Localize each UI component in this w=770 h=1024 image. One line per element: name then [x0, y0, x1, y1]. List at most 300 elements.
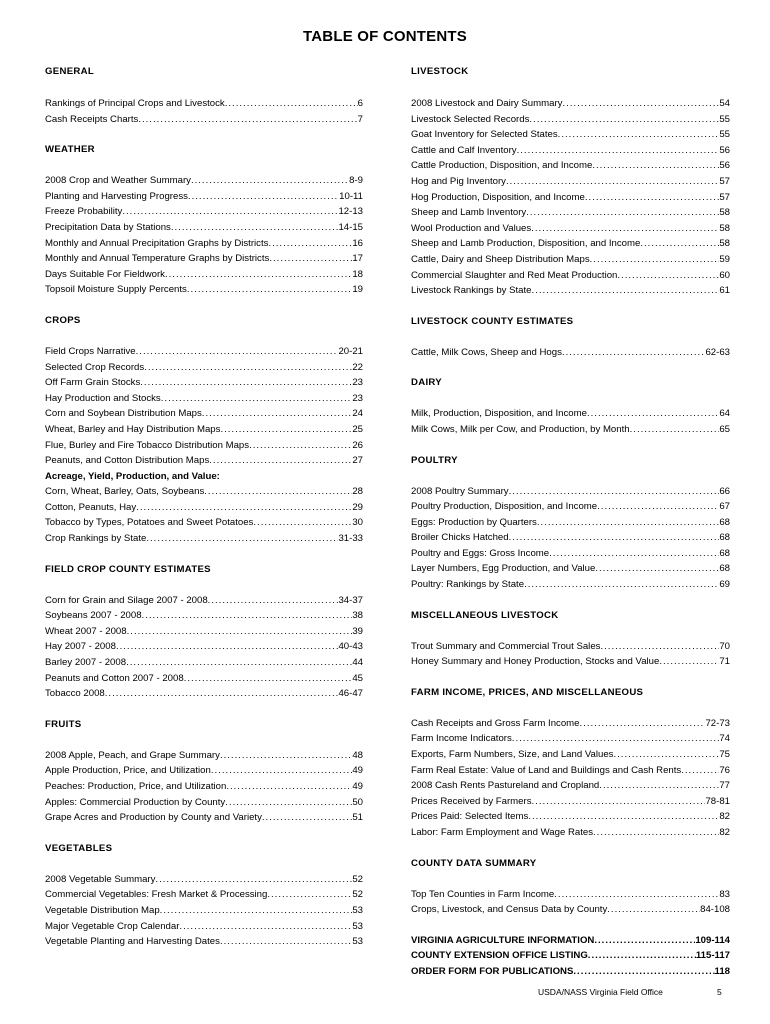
toc-entry: [411, 546, 730, 562]
entry-page: 71: [719, 656, 730, 668]
dot-leader: [537, 515, 719, 531]
dot-leader: [161, 391, 353, 407]
section-heading: POULTRY: [411, 454, 458, 466]
toc-entry-bold: [411, 933, 730, 949]
toc-entry: [411, 902, 730, 918]
entry-page: 18: [352, 268, 363, 280]
entry-page: 40-43: [338, 641, 363, 653]
dot-leader: [512, 731, 720, 747]
entry-page: 55: [719, 113, 730, 125]
entry-page: 48: [352, 749, 363, 761]
section-heading: LIVESTOCK COUNTY ESTIMATES: [411, 315, 574, 327]
entry-page: 46-47: [338, 688, 363, 700]
entry-title: Selected Crop Records: [45, 361, 145, 373]
toc-entry: [411, 190, 730, 206]
toc-entry: [411, 174, 730, 190]
dot-leader: [640, 236, 719, 252]
toc-list: [45, 872, 363, 950]
toc-entry: [411, 268, 730, 284]
toc-entry: [411, 96, 730, 112]
section-farm-income: [411, 685, 730, 701]
toc-entry: [45, 934, 363, 950]
dot-leader: [269, 251, 352, 267]
dot-leader: [184, 671, 353, 687]
entry-page: 10-11: [339, 190, 363, 202]
entry-title: Hay Production and Stocks: [45, 392, 161, 404]
toc-entry: [411, 158, 730, 174]
entry-title: Vegetable Distribution Map: [45, 904, 160, 916]
entry-title: Labor: Farm Employment and Wage Rates: [411, 827, 594, 838]
toc-entry: [45, 220, 363, 236]
entry-title: Corn, Wheat, Barley, Oats, Soybeans: [45, 486, 205, 498]
dot-leader: [204, 484, 352, 500]
entry-page: 20-21: [338, 345, 363, 357]
entry-title: Milk, Production, Disposition, and Income: [411, 408, 587, 420]
entry-title: Broiler Chicks Hatched: [411, 532, 509, 544]
dot-leader: [187, 282, 352, 298]
entry-title: Crops, Livestock, and Census Data by County: [411, 904, 608, 916]
entry-page: 19: [352, 284, 363, 296]
entry-page: 53: [352, 936, 363, 948]
toc-entry: [411, 221, 730, 237]
entry-page: 56: [719, 160, 730, 172]
entry-title: Layer Numbers, Egg Production, and Value: [411, 563, 596, 575]
entry-title: Hog Production, Disposition, and Income: [411, 191, 585, 203]
entry-page: 31-33: [338, 533, 363, 545]
entry-title: 2008 Vegetable Summary: [45, 873, 156, 885]
entry-title: Livestock Selected Records: [411, 113, 530, 125]
dot-leader: [136, 500, 352, 516]
toc-list: [45, 96, 363, 127]
entry-page: 52: [352, 873, 363, 885]
entry-title: Farm Real Estate: Value of Land and Buildings and Cash Rents: [411, 764, 682, 776]
entry-title: Peaches: Production, Price, and Utilization: [45, 781, 227, 792]
entry-page: 51: [352, 812, 363, 824]
entry-title: Soybeans 2007 - 2008: [45, 610, 142, 622]
entry-title: Cattle and Calf Inventory: [411, 144, 517, 156]
toc-list: [45, 173, 363, 298]
entry-title: Rankings of Principal Crops and Livestock: [45, 98, 225, 109]
entry-title: Wheat 2007 - 2008: [45, 625, 127, 637]
entry-title: Top Ten Counties in Farm Income: [411, 888, 555, 900]
toc-entry: [45, 267, 363, 283]
dot-leader: [590, 252, 720, 268]
entry-page: 64: [719, 408, 730, 420]
entry-page: 53: [352, 920, 363, 932]
entry-page: 72-73: [705, 717, 730, 729]
toc-entry: [411, 406, 730, 422]
entry-page: 53: [352, 904, 363, 916]
dot-leader: [179, 919, 352, 935]
dot-leader: [659, 654, 719, 670]
toc-list: [411, 96, 730, 299]
toc-entry: [411, 731, 730, 747]
section-county-summary: [411, 856, 730, 872]
dot-leader: [209, 453, 352, 469]
dot-leader: [592, 158, 719, 174]
entry-page: 30: [352, 517, 363, 529]
entry-page: 23: [352, 377, 363, 389]
dot-leader: [597, 499, 719, 515]
toc-entry: [45, 112, 363, 128]
section-heading: MISCELLANEOUS LIVESTOCK: [411, 609, 559, 621]
toc-entry: [411, 577, 730, 593]
section-weather: [45, 142, 363, 158]
toc-entry: [45, 173, 363, 189]
entry-page: 68: [719, 547, 730, 559]
toc-entry: [45, 639, 363, 655]
dot-leader: [253, 515, 352, 531]
toc-entry-bold: [411, 948, 730, 964]
entry-page: 69: [719, 579, 730, 591]
entry-page: 82: [719, 827, 730, 838]
dot-leader: [562, 345, 706, 361]
dot-leader: [509, 484, 720, 500]
dot-leader: [607, 902, 700, 918]
entry-title: Major Vegetable Crop Calendar: [45, 920, 180, 932]
entry-title: Goat Inventory for Selected States: [411, 129, 558, 141]
dot-leader: [558, 127, 720, 143]
toc-entry: [45, 453, 363, 469]
dot-leader: [191, 173, 349, 189]
dot-leader: [208, 593, 339, 609]
toc-entry: [411, 778, 730, 794]
section-heading: CROPS: [45, 314, 81, 326]
dot-leader: [524, 577, 719, 593]
toc-entry: [45, 438, 363, 454]
toc-entry: [45, 251, 363, 267]
section-poultry: [411, 453, 730, 469]
entry-title: Peanuts and Cotton 2007 - 2008: [45, 672, 184, 684]
toc-entry: [411, 747, 730, 763]
entry-title: Tobacco 2008: [45, 688, 105, 700]
toc-entry: [45, 282, 363, 298]
dot-leader: [506, 174, 719, 190]
toc-entry: [45, 624, 363, 640]
dot-leader: [600, 639, 719, 655]
dot-leader: [630, 422, 720, 438]
toc-entry: [411, 794, 730, 810]
entry-title: Monthly and Annual Temperature Graphs by Districts: [45, 253, 270, 265]
toc-list: [45, 344, 363, 469]
entry-page: 39: [352, 625, 363, 637]
toc-entry: [45, 515, 363, 531]
toc-entry: [45, 671, 363, 687]
entry-title: Cattle, Dairy and Sheep Distribution Maps: [411, 253, 590, 265]
entry-title: Grape Acres and Production by County and Variety: [45, 812, 262, 824]
entry-title: Corn and Soybean Distribution Maps: [45, 408, 202, 420]
dot-leader: [122, 204, 338, 220]
toc-entry: [45, 500, 363, 516]
section-misc-livestock: [411, 608, 730, 624]
section-crops: [45, 313, 363, 329]
entry-title: Field Crops Narrative: [45, 345, 136, 357]
entry-page: 49: [352, 781, 363, 792]
right-column: [411, 60, 730, 980]
dot-leader: [144, 360, 352, 376]
toc-list: [411, 933, 730, 980]
toc-entry: [411, 825, 730, 841]
toc-entry: [45, 872, 363, 888]
dot-leader: [116, 639, 339, 655]
toc-list: [411, 887, 730, 918]
dot-leader: [588, 948, 696, 964]
section-vegetables: [45, 841, 363, 857]
toc-entry: [411, 112, 730, 128]
dot-leader: [126, 655, 352, 671]
entry-title: Cash Receipts Charts: [45, 113, 139, 125]
entry-page: 67: [719, 501, 730, 513]
entry-page: 70: [719, 640, 730, 652]
entry-title: Poultry and Eggs: Gross Income: [411, 547, 550, 559]
entry-page: 55: [719, 129, 730, 141]
entry-page: 54: [719, 98, 730, 109]
entry-page: 22: [352, 361, 363, 373]
dot-leader: [220, 422, 352, 438]
toc-entry: [411, 422, 730, 438]
dot-leader: [599, 778, 719, 794]
toc-entry: [45, 422, 363, 438]
left-column: [45, 60, 363, 950]
dot-leader: [105, 686, 339, 702]
dot-leader: [517, 143, 720, 159]
section-fruits: [45, 717, 363, 733]
entry-title: Prices Paid: Selected Items: [411, 811, 529, 823]
dot-leader: [681, 763, 719, 779]
dot-leader: [532, 794, 706, 810]
toc-list: [45, 748, 363, 826]
entry-title: Cash Receipts and Gross Farm Income: [411, 717, 580, 729]
dot-leader: [155, 872, 352, 888]
dot-leader: [573, 964, 714, 980]
entry-title: Milk Cows, Milk per Cow, and Production, by Month: [411, 423, 630, 435]
entry-page: 52: [352, 889, 363, 901]
dot-leader: [587, 406, 719, 422]
dot-leader: [249, 438, 352, 454]
entry-page: 68: [719, 563, 730, 575]
entry-page: 57: [719, 191, 730, 203]
entry-title: Wheat, Barley and Hay Distribution Maps: [45, 423, 221, 435]
entry-page: 49: [352, 765, 363, 777]
entry-title: Wool Production and Values: [411, 222, 532, 234]
entry-page: 58: [719, 238, 730, 250]
dot-leader: [529, 112, 719, 128]
entry-page: 26: [352, 439, 363, 451]
toc-entry: [411, 716, 730, 732]
dot-leader: [140, 375, 352, 391]
dot-leader: [562, 96, 719, 112]
toc-entry: [411, 530, 730, 546]
entry-title: Hay 2007 - 2008: [45, 641, 116, 653]
dot-leader: [613, 747, 719, 763]
dot-leader: [585, 190, 719, 206]
entry-title: Planting and Harvesting Progress: [45, 190, 188, 202]
dot-leader: [554, 887, 719, 903]
toc-list: [411, 345, 730, 361]
toc-entry: [411, 515, 730, 531]
entry-page: 62-63: [705, 346, 730, 358]
dot-leader: [136, 344, 339, 360]
toc-entry: [45, 887, 363, 903]
entry-title: Trout Summary and Commercial Trout Sales: [411, 640, 601, 652]
entry-title: Cattle Production, Disposition, and Income: [411, 160, 593, 172]
toc-entry: [45, 593, 363, 609]
dot-leader: [593, 825, 719, 841]
toc-entry: [411, 809, 730, 825]
dot-leader: [226, 779, 352, 795]
toc-entry: [45, 531, 363, 547]
page-title: TABLE OF CONTENTS: [303, 28, 467, 45]
entry-page: 84-108: [700, 904, 730, 916]
entry-title: Off Farm Grain Stocks: [45, 377, 141, 389]
entry-title: Hog and Pig Inventory: [411, 175, 506, 187]
entry-page: 24: [352, 408, 363, 420]
dot-leader: [580, 716, 706, 732]
entry-page: 28: [352, 486, 363, 498]
entry-title: COUNTY EXTENSION OFFICE LISTING: [411, 950, 588, 962]
section-livestock: [411, 64, 730, 80]
toc-list: [411, 639, 730, 670]
entry-page: 58: [719, 207, 730, 219]
toc-entry: [45, 484, 363, 500]
entry-page: 118: [714, 965, 730, 977]
dot-leader: [268, 236, 352, 252]
toc-entry: [45, 344, 363, 360]
footer-office: USDA/NASS Virginia Field Office: [538, 987, 663, 997]
entry-title: VIRGINIA AGRICULTURE INFORMATION: [411, 934, 595, 946]
section-dairy: [411, 375, 730, 391]
entry-title: Exports, Farm Numbers, Size, and Land Values: [411, 749, 614, 761]
entry-title: Sheep and Lamb Inventory: [411, 207, 527, 219]
entry-page: 109-114: [695, 934, 730, 946]
entry-title: Peanuts, and Cotton Distribution Maps: [45, 455, 210, 467]
toc-entry: [411, 143, 730, 159]
entry-title: 2008 Poultry Summary: [411, 485, 509, 497]
dot-leader: [188, 189, 339, 205]
entry-page: 77: [719, 780, 730, 792]
toc-entry: [45, 903, 363, 919]
section-heading: FARM INCOME, PRICES, AND MISCELLANEOUS: [411, 686, 644, 698]
toc-entry: [45, 795, 363, 811]
dot-leader: [160, 903, 353, 919]
entry-title: Cattle, Milk Cows, Sheep and Hogs: [411, 346, 562, 358]
entry-page: 16: [352, 237, 363, 249]
entry-title: Cotton, Peanuts, Hay: [45, 501, 137, 513]
entry-title: Crop Rankings by State: [45, 533, 147, 545]
entry-title: Vegetable Planting and Harvesting Dates: [45, 936, 220, 948]
entry-title: 2008 Apple, Peach, and Grape Summary: [45, 749, 220, 761]
page-number: 5: [717, 987, 722, 997]
entry-page: 57: [719, 175, 730, 187]
toc-entry: [411, 283, 730, 299]
entry-page: 83: [719, 888, 730, 900]
section-general: [45, 64, 363, 80]
dot-leader: [211, 763, 352, 779]
entry-page: 61: [719, 285, 730, 297]
section-heading: DAIRY: [411, 377, 442, 389]
entry-title: 2008 Livestock and Dairy Summary: [411, 98, 563, 109]
entry-page: 56: [719, 144, 730, 156]
dot-leader: [594, 933, 695, 949]
toc-list: [411, 716, 730, 841]
toc-entry: [45, 919, 363, 935]
toc-entry: [45, 763, 363, 779]
entry-title: Precipitation Data by Stations: [45, 221, 171, 233]
toc-list: [45, 593, 363, 702]
section-field-crop-county: [45, 562, 363, 578]
dot-leader: [225, 96, 358, 112]
section-heading: FRUITS: [45, 718, 82, 730]
section-heading: GENERAL: [45, 66, 95, 77]
toc-entry: [411, 654, 730, 670]
entry-page: 23: [352, 392, 363, 404]
entry-page: 12-13: [338, 206, 363, 218]
entry-title: Poultry: Rankings by State: [411, 579, 525, 591]
dot-leader: [220, 748, 352, 764]
dot-leader: [138, 112, 357, 128]
entry-page: 58: [719, 222, 730, 234]
entry-page: 65: [719, 423, 730, 435]
toc-entry: [45, 406, 363, 422]
section-heading: VEGETABLES: [45, 842, 113, 854]
entry-title: Apples: Commercial Production by County: [45, 796, 226, 808]
entry-page: 75: [719, 749, 730, 761]
entry-page: 8-9: [349, 175, 363, 187]
entry-page: 60: [719, 269, 730, 281]
entry-title: Apple Production, Price, and Utilization: [45, 765, 211, 777]
toc-entry: [411, 345, 730, 361]
dot-leader: [549, 546, 719, 562]
dot-leader: [165, 267, 352, 283]
entry-title: Days Suitable For Fieldwork: [45, 268, 165, 280]
toc-entry: [411, 887, 730, 903]
toc-entry: [411, 484, 730, 500]
entry-page: 29: [352, 501, 363, 513]
toc-entry: [411, 639, 730, 655]
toc-entry: [45, 96, 363, 112]
toc-entry: [45, 360, 363, 376]
entry-title: Commercial Slaughter and Red Meat Production: [411, 269, 618, 281]
entry-title: Farm Income Indicators: [411, 733, 512, 745]
toc-list: [411, 484, 730, 593]
entry-page: 59: [719, 253, 730, 265]
dot-leader: [267, 887, 352, 903]
subheading: Acreage, Yield, Production, and Value:: [45, 470, 220, 482]
entry-title: Prices Received by Farmers: [411, 795, 532, 807]
entry-title: Sheep and Lamb Production, Disposition, and Income: [411, 238, 641, 250]
section-heading: WEATHER: [45, 144, 95, 156]
dot-leader: [528, 809, 719, 825]
toc-entry: [45, 375, 363, 391]
entry-page: 7: [357, 113, 363, 125]
entry-page: 27: [352, 455, 363, 467]
dot-leader: [509, 530, 720, 546]
toc-entry: [45, 204, 363, 220]
entry-page: 50: [352, 796, 363, 808]
dot-leader: [526, 205, 719, 221]
entry-title: Commercial Vegetables: Fresh Market & Processing: [45, 889, 268, 901]
toc-entry: [45, 608, 363, 624]
entry-page: 38: [352, 610, 363, 622]
dot-leader: [262, 810, 352, 826]
toc-entry-bold: [411, 964, 730, 980]
dot-leader: [127, 624, 353, 640]
dot-leader: [532, 283, 720, 299]
toc-entry: [45, 810, 363, 826]
entry-page: 45: [352, 672, 363, 684]
dot-leader: [142, 608, 353, 624]
entry-page: 76: [719, 764, 730, 776]
